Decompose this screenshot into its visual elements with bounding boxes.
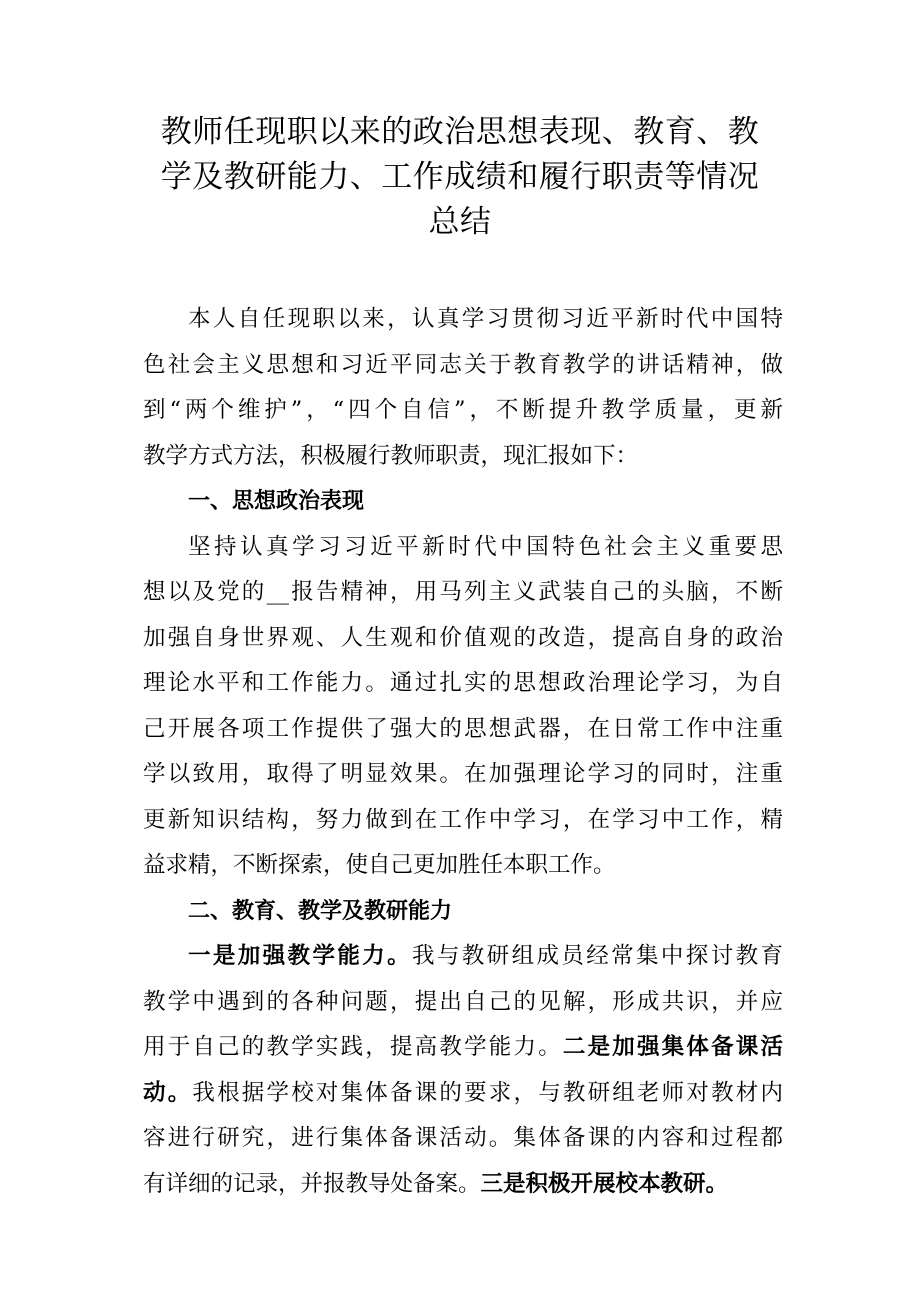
section2-line-1-text: 我与教研组成员经常集中探讨教育: [412, 943, 783, 969]
section2-line-3: [143, 1025, 783, 1071]
title-line-2: 学及教研能力、工作成绩和履行职责等情况: [160, 159, 760, 195]
point-one-label: 一是加强教学能力。: [188, 943, 413, 969]
section2-line-4-text: 我根据学校对集体备课的要求，与教研组老师对教材内: [192, 1079, 783, 1106]
intro-line-1: 本人自任现职以来，认真学习贯彻习近平新时代中国特: [188, 306, 783, 332]
section1-line-5: 己开展各项工作提供了强大的思想武器，在日常工作中注重: [143, 715, 783, 742]
section2-line-1: [143, 934, 783, 980]
section-heading-1: 一、思想政治表现: [188, 489, 365, 514]
title-line-1: 教师任现职以来的政治思想表现、教育、教: [160, 114, 760, 150]
section2-line-6: [143, 1162, 783, 1208]
section2-line-6-text: 有详细的记录，并报教导处备案。: [143, 1170, 481, 1197]
point-two-label: 二是加强集体备课活: [562, 1034, 783, 1060]
intro-line-4: 教学方式方法，积极履行教师职责，现汇报如下：: [143, 442, 639, 469]
section2-line-2: 教学中遇到的各种问题，提出自己的见解，形成共识，并应: [143, 988, 783, 1015]
section1-line-3: 加强自身世界观、人生观和价值观的改造，提高自身的政治: [143, 624, 783, 651]
section1-line-4: 理论水平和工作能力。通过扎实的思想政治理论学习，为自: [143, 670, 783, 696]
section1-line-1: 坚持认真学习习近平新时代中国特色社会主义重要思: [188, 533, 783, 560]
title-line-3: 总结: [428, 204, 492, 240]
document-body: [143, 297, 783, 1207]
section2-line-5: 容进行研究，进行集体备课活动。集体备课的内容和过程都: [143, 1125, 783, 1151]
document-title: [120, 110, 800, 245]
section2-line-4: [143, 1071, 783, 1117]
section1-line-6: 学以致用，取得了明显效果。在加强理论学习的同时，注重: [143, 761, 783, 787]
section2-line-3-text: 用于自己的教学实践，提高教学能力。: [143, 1034, 563, 1060]
section1-line-7: 更新知识结构，努力做到在工作中学习，在学习中工作，精: [143, 806, 783, 833]
point-two-label-end: 动。: [143, 1079, 193, 1106]
section1-line-8: 益求精，不断探索，使自己更加胜任本职工作。: [143, 852, 616, 878]
section1-line-2: 想以及党的__报告精神，用马列主义武装自己的头脑，不断: [143, 579, 783, 605]
intro-line-2: 色社会主义思想和习近平同志关于教育教学的讲话精神，做: [143, 351, 783, 378]
point-three-label: 三是积极开展校本教研。: [480, 1170, 729, 1197]
section-heading-2: 二、教育、教学及教研能力: [188, 898, 453, 924]
intro-line-3: 到“两个维护”，“四个自信”，不断提升教学质量，更新: [143, 397, 783, 423]
